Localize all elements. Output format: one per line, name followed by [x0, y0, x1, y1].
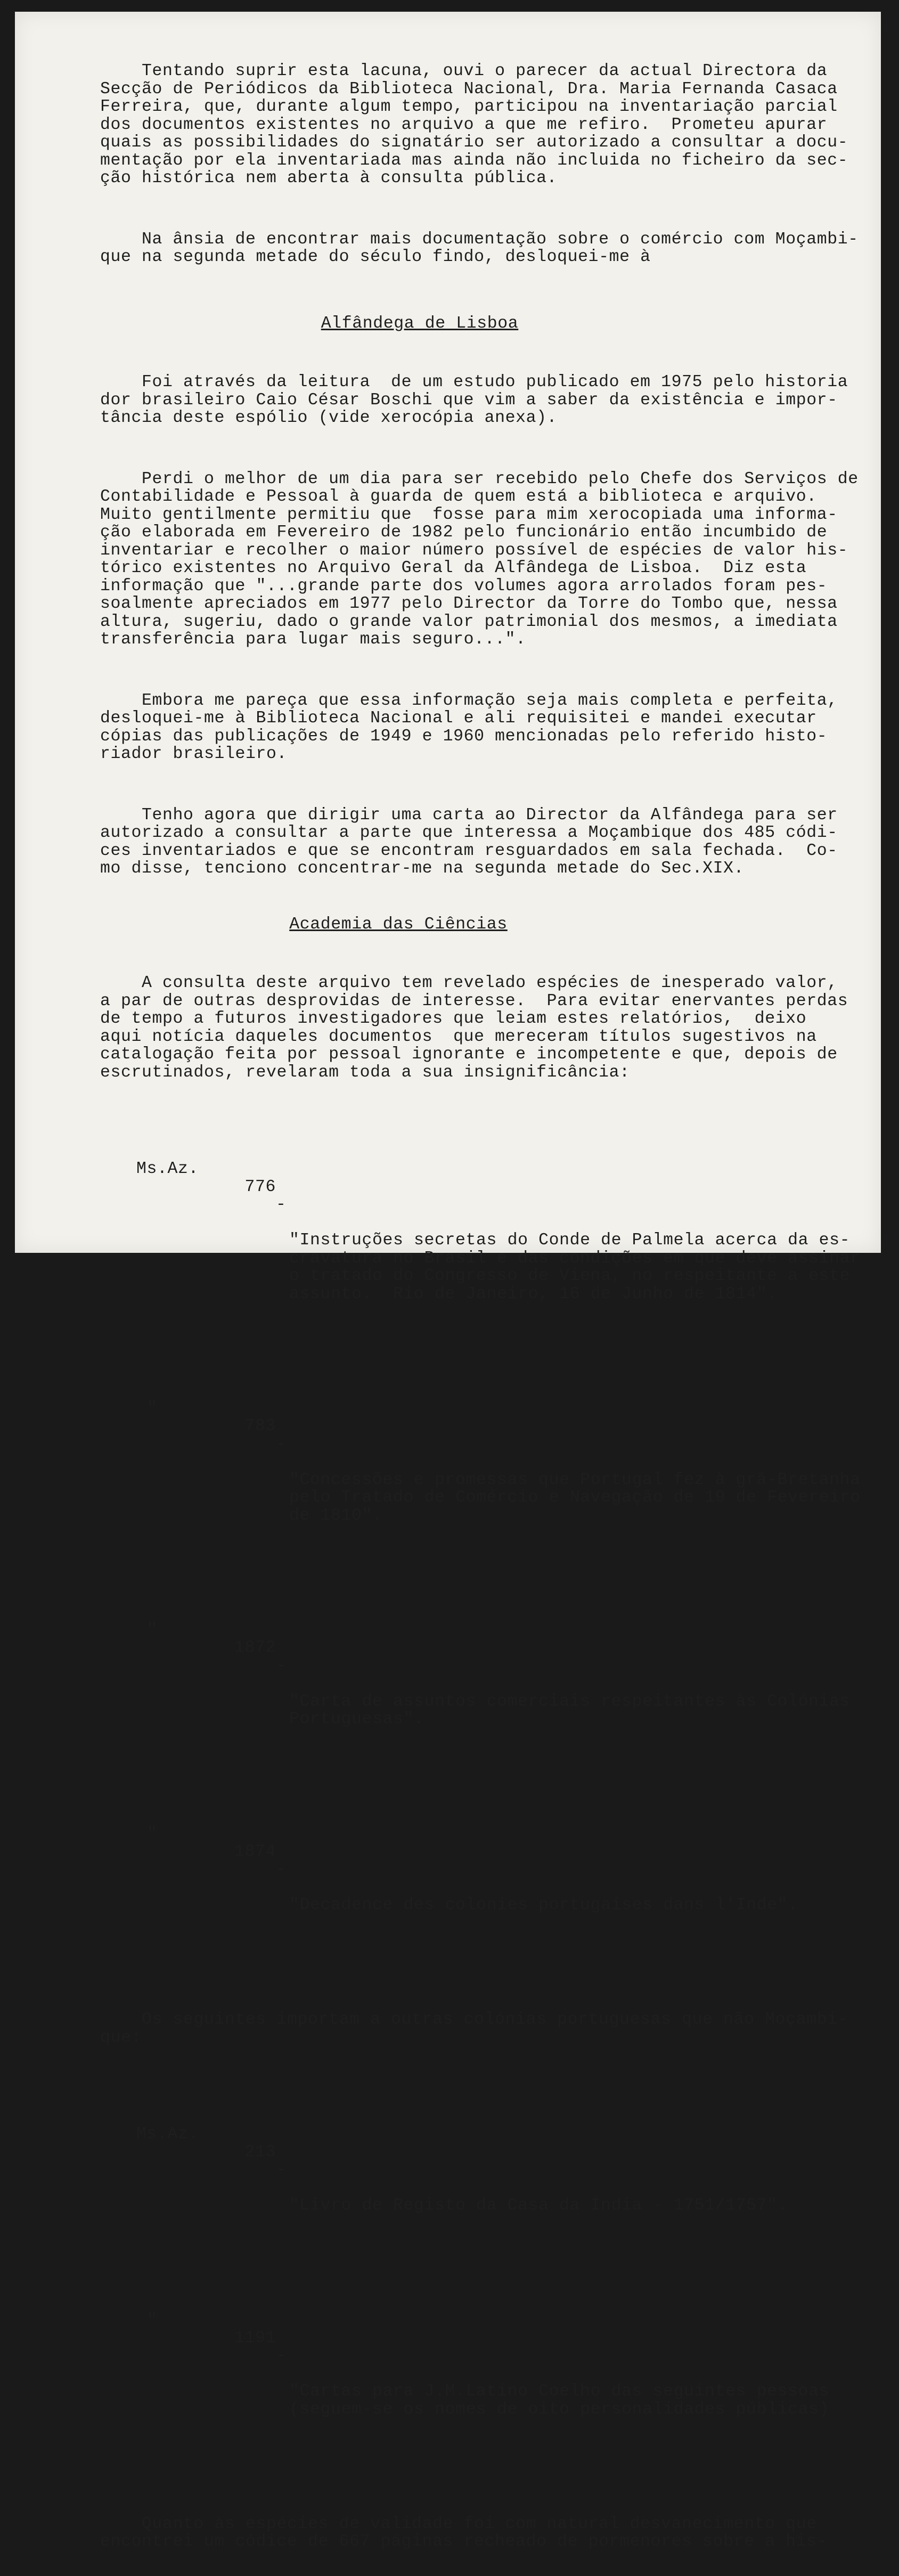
- entry-code: ": [147, 2311, 158, 2329]
- entry-number: 1191: [234, 2328, 276, 2347]
- entry-text: "Decadence des colonies portugaises dans l'Inde".: [289, 1896, 798, 1914]
- document-body: [100, 27, 888, 2576]
- catalog-entry: [100, 2108, 888, 2251]
- paragraph-3: Foi através da leitura de um estudo publicado em 1975 pelo historia dor brasileiro Caio César Boschi que vim a saber da existência e impor- tância deste espólio (vide xerocópia anexa).: [100, 373, 848, 427]
- entry-code: ": [147, 1824, 158, 1843]
- entry-dash: -: [276, 1434, 287, 1454]
- paragraph-8: Os seguintes importam a outras colónias portuguesas que não Moçambi- que:: [100, 2010, 848, 2047]
- paragraph-2: Na ânsia de encontrar mais documentação sobre o comércio com Moçambi- que na segunda metade do século findo, desloquei-me à: [100, 230, 859, 266]
- paragraph-9: Quanto às espécies de validade foi com natural desvanecimento que encontrei um códice de 667 páginas recheado de pormenores sobre a his-: [100, 2514, 828, 2551]
- entry-code: Ms.Az.: [136, 2125, 199, 2143]
- catalog-entry: [100, 1603, 888, 1764]
- paragraph-1: Tentando suprir esta lacuna, ouvi o parecer da actual Directora da Secção de Periódicos da Biblioteca Nacional, Dra. Maria Fernanda Casaca Ferreira, que, durante algum tempo, participou na inventariação parcial dos documentos existentes no arquivo a que me refiro. Prometeu apurar quais as possibilidades do signatário ser autorizado a consultar a docu- mentação por ela inventariada mas ainda não incluida no ficheiro da sec- ção histórica nem aberta à consulta pública.: [100, 62, 848, 188]
- paragraph-5: Embora me pareça que essa informação seja mais completa e perfeita, desloquei-me à Biblioteca Nacional e ali requisitei e mandei executar cópias das publicações de 1949 e 1960 mencionadas pelo referido histo- riador brasileiro.: [100, 691, 838, 763]
- paragraph-7: A consulta deste arquivo tem revelado espécies de inesperado valor, a par de outras desprovidas de interesse. Para evitar enervantes perdas de tempo a futuros investigadores que leiam estes relatórios, deixo aqui notícia daqueles documentos que mereceram títulos sugestivos na catalogação feita por pessoal ignorante e incompetente e que, depois de escrutinados, revelaram toda a sua insignificância:: [100, 974, 848, 1082]
- entry-number: 783: [244, 1417, 276, 1436]
- catalog-entry: [100, 1807, 888, 1950]
- heading-alfandega: Alfândega de Lisboa: [321, 314, 519, 333]
- catalog-entry: [100, 2294, 888, 2455]
- entry-text: "Livro de Registo da Casa da Índia - 1751/1757".: [289, 2196, 788, 2215]
- entry-number: 776: [244, 1177, 276, 1196]
- entry-text: "Instruções secretas do Conde de Palmela acerca da es- cravatura no Brasil e das condições em que deve assinar o tratado do Congresso de Viena, no respeitante a este assunto. Rio de Janeiro, 16 de Junho de 1814".: [289, 1231, 861, 1303]
- catalog-entry: [100, 1382, 888, 1560]
- paragraph-6: Tenho agora que dirigir uma carta ao Director da Alfândega para ser autorizado a consultar a parte que interessa a Moçambique dos 485 códi- ces inventariados e que se encontram resguardados em sala fechada. Co- mo disse, tenciono concentrar-me na segunda metade do Sec.XIX.: [100, 805, 838, 878]
- entry-number: 1874: [234, 1842, 276, 1861]
- entry-dash: -: [276, 2346, 287, 2365]
- entry-dash: -: [276, 1860, 287, 1879]
- entry-number: 213: [244, 2142, 276, 2162]
- entry-code: ": [147, 1620, 158, 1640]
- catalog-entry: [100, 1143, 888, 1339]
- entry-text: "Cartas para J.M.Latino Coelho das seguintes pessoas (seguem-se os nomes de oito personalidades públicas): [289, 2382, 830, 2419]
- entry-dash: -: [276, 2161, 287, 2179]
- entry-text: "Carta de assuntos comerciais respeitantes às Colónias Portuguesas".: [289, 1692, 851, 1729]
- entry-dash: -: [276, 1656, 287, 1675]
- entry-code: ": [147, 1399, 158, 1418]
- entry-dash: -: [276, 1195, 287, 1214]
- entry-text: "Concessões e promessas que Portugal fez à grã-Bretanha pelo Tratado de Comércio e Navegação de 19 de Fevereiro de 1810".: [289, 1470, 861, 1525]
- paragraph-4: Perdi o melhor de um dia para ser recebido pelo Chefe dos Serviços de Contabilidade e Pessoal à guarda de quem está a biblioteca e arquivo. Muito gentilmente permitiu que fosse para mim xerocopiada uma informa- ção elaborada em Fevereiro de 1982 pelo funcionário então incumbido de inventariar e recolher o maior número possível de espécies de valor his- tórico existentes no Arquivo Geral da Alfândega de Lisboa. Diz esta informação que "...grande parte dos volumes agora arrolados foram pes- soalmente apreciados em 1977 pelo Director da Torre do Tombo que, nessa altura, sugeriu, dado o grande valor patrimonial dos mesmos, a imediata transferência para lugar mais seguro...".: [100, 469, 859, 649]
- entry-code: Ms.Az.: [136, 1160, 199, 1178]
- heading-academia: Academia das Ciências: [289, 915, 508, 934]
- entry-number: 1872: [234, 1638, 276, 1657]
